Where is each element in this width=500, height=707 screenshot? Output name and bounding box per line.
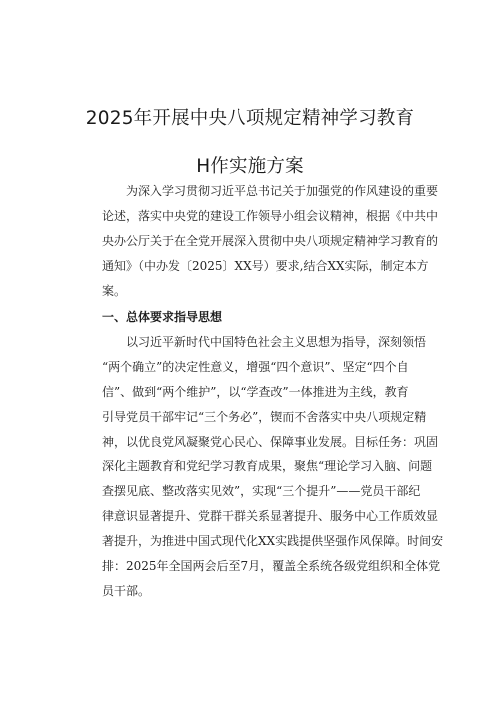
guide-line: 排：2025年全国两会后至7月，覆盖全系统各级党组织和全体党 xyxy=(102,559,441,574)
guide-line: 著提升，为推进中国式现代化XX实践提供坚强作风保障。时间安 xyxy=(102,534,444,549)
intro-line: 案。 xyxy=(102,283,127,298)
section-1-heading: 一、总体要求指导思想 xyxy=(102,310,223,324)
guide-line: 以习近平新时代中国特色社会主义思想为指导，深刻领悟 xyxy=(126,335,427,349)
guide-line: 信”、做到“两个维护”，以“学查改”一体推进为主线，教育 xyxy=(102,384,409,399)
guiding-thought-paragraph xyxy=(102,330,444,604)
intro-line: 为深入学习贯彻习近平总书记关于加强党的作风建设的重要 xyxy=(126,184,439,198)
document-title-line-1: 2025年开展中央八项规定精神学习教育 xyxy=(85,108,415,129)
guide-line: 查摆见底、整改落实见效”，实现“三个提升”——党员干部纪 xyxy=(102,484,421,499)
guide-line: 引导党员干部牢记“三个务必”，锲而不舍落实中央八项规定精 xyxy=(102,409,427,424)
intro-line: 央办公厅关于在全党开展深入贯彻中央八项规定精神学习教育的 xyxy=(102,233,439,248)
guide-line: “两个确立”的决定性意义，增强“四个意识”、坚定“四个自 xyxy=(102,359,409,374)
intro-line: 通知》（中办发〔2025〕XX号）要求,结合XX实际，制定本方 xyxy=(102,258,429,273)
guide-line: 神，以优良党风凝聚党心民心、保障事业发展。目标任务：巩固 xyxy=(102,434,439,449)
guide-line: 员干部。 xyxy=(102,583,151,598)
guide-line: 深化主题教育和党纪学习教育成果，聚焦“理论学习入脑、问题 xyxy=(102,459,433,474)
intro-paragraph xyxy=(102,179,439,303)
document-title-line-2: H作实施方案 xyxy=(196,156,304,177)
intro-line: 论述，落实中央党的建设工作领导小组会议精神，根据《中共中 xyxy=(102,208,439,223)
guide-line: 律意识显著提升、党群干群关系显著提升、服务中心工作质效显 xyxy=(102,509,439,524)
